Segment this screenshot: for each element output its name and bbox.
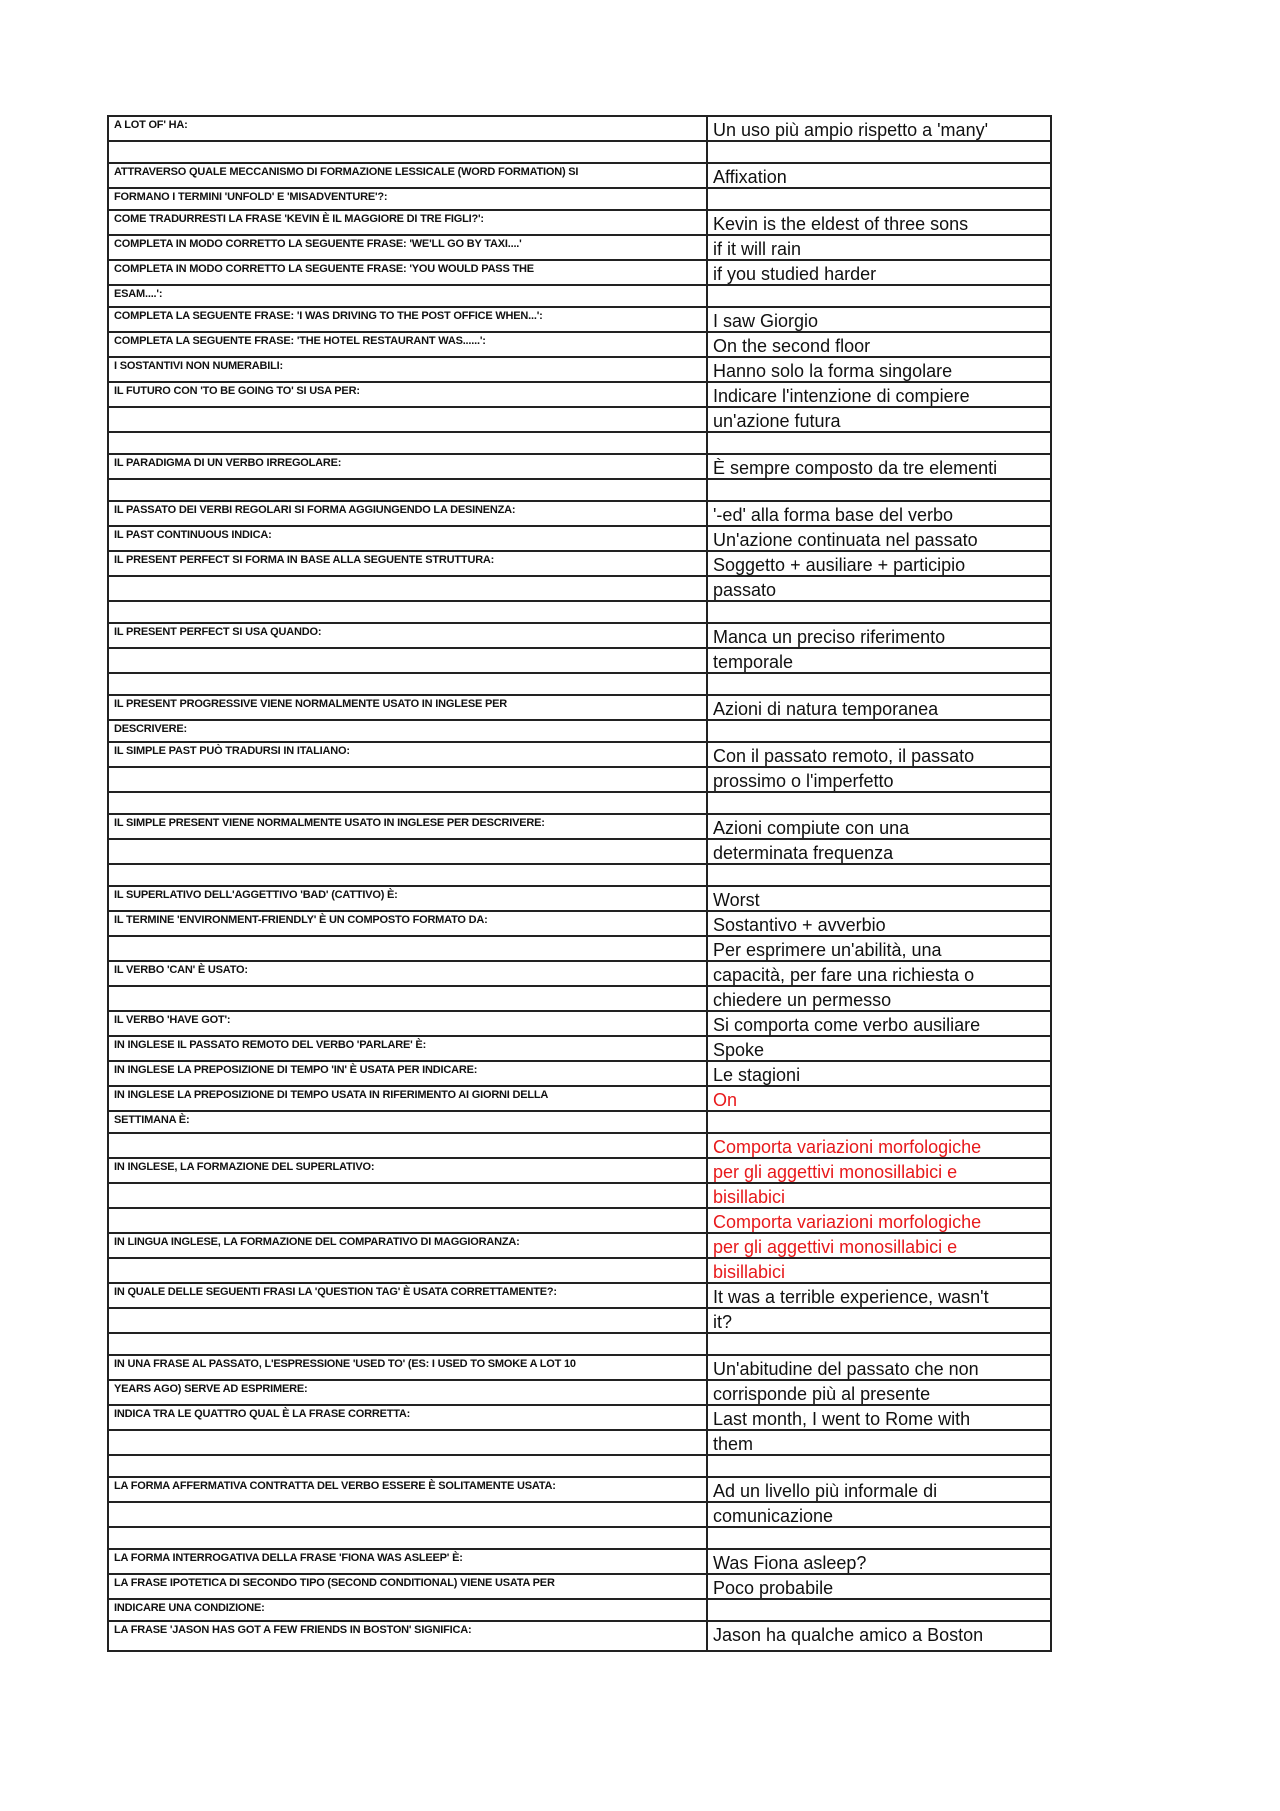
quiz-table-body xyxy=(108,116,1051,1651)
table-row xyxy=(108,911,1051,936)
question-cell: COMPLETA LA SEGUENTE FRASE: 'I WAS DRIVING TO THE POST OFFICE WHEN...': xyxy=(108,307,707,332)
answer-cell xyxy=(707,792,1051,814)
table-row xyxy=(108,886,1051,911)
answer-cell: passato xyxy=(707,576,1051,601)
question-cell: COME TRADURRESTI LA FRASE 'KEVIN È IL MAGGIORE DI TRE FIGLI?': xyxy=(108,210,707,235)
table-row xyxy=(108,576,1051,601)
answer-cell: determinata frequenza xyxy=(707,839,1051,864)
table-row xyxy=(108,454,1051,479)
table-row xyxy=(108,188,1051,210)
answer-cell: Jason ha qualche amico a Boston xyxy=(707,1621,1051,1651)
question-cell: LA FORMA AFFERMATIVA CONTRATTA DEL VERBO ESSERE È SOLITAMENTE USATA: xyxy=(108,1477,707,1502)
answer-cell: them xyxy=(707,1430,1051,1455)
question-cell: IN UNA FRASE AL PASSATO, L'ESPRESSIONE 'USED TO' (ES: I USED TO SMOKE A LOT 10 xyxy=(108,1355,707,1380)
question-cell: IL SUPERLATIVO DELL'AGGETTIVO 'BAD' (CATTIVO) È: xyxy=(108,886,707,911)
answer-cell: Manca un preciso riferimento xyxy=(707,623,1051,648)
table-row xyxy=(108,432,1051,454)
table-row xyxy=(108,1430,1051,1455)
question-cell: A LOT OF' HA: xyxy=(108,116,707,141)
question-cell xyxy=(108,1308,707,1333)
answer-cell: Was Fiona asleep? xyxy=(707,1549,1051,1574)
table-row xyxy=(108,1061,1051,1086)
answer-cell: Per esprimere un'abilità, una xyxy=(707,936,1051,961)
question-cell xyxy=(108,432,707,454)
table-row xyxy=(108,1111,1051,1133)
answer-cell xyxy=(707,141,1051,163)
answer-cell xyxy=(707,720,1051,742)
quiz-table xyxy=(107,115,1052,1652)
question-cell: YEARS AGO) SERVE AD ESPRIMERE: xyxy=(108,1380,707,1405)
answer-cell: capacità, per fare una richiesta o xyxy=(707,961,1051,986)
table-row xyxy=(108,1405,1051,1430)
answer-cell xyxy=(707,1455,1051,1477)
question-cell: IN LINGUA INGLESE, LA FORMAZIONE DEL COMPARATIVO DI MAGGIORANZA: xyxy=(108,1233,707,1258)
question-cell: IL PAST CONTINUOUS INDICA: xyxy=(108,526,707,551)
table-row xyxy=(108,1502,1051,1527)
question-cell xyxy=(108,986,707,1011)
table-row xyxy=(108,357,1051,382)
question-cell: IN INGLESE IL PASSATO REMOTO DEL VERBO 'PARLARE' È: xyxy=(108,1036,707,1061)
answer-cell xyxy=(707,601,1051,623)
question-cell: IL PRESENT PERFECT SI USA QUANDO: xyxy=(108,623,707,648)
table-row xyxy=(108,1011,1051,1036)
table-row xyxy=(108,936,1051,961)
table-row xyxy=(108,307,1051,332)
question-cell: IN INGLESE LA PREPOSIZIONE DI TEMPO USATA IN RIFERIMENTO AI GIORNI DELLA xyxy=(108,1086,707,1111)
question-cell: COMPLETA LA SEGUENTE FRASE: 'THE HOTEL RESTAURANT WAS......': xyxy=(108,332,707,357)
question-cell: ATTRAVERSO QUALE MECCANISMO DI FORMAZIONE LESSICALE (WORD FORMATION) SI xyxy=(108,163,707,188)
question-cell xyxy=(108,1455,707,1477)
answer-cell: On xyxy=(707,1086,1051,1111)
question-cell xyxy=(108,1502,707,1527)
answer-cell: Worst xyxy=(707,886,1051,911)
answer-cell: if you studied harder xyxy=(707,260,1051,285)
question-cell: COMPLETA IN MODO CORRETTO LA SEGUENTE FRASE: 'YOU WOULD PASS THE xyxy=(108,260,707,285)
question-cell xyxy=(108,1208,707,1233)
question-cell: IN INGLESE LA PREPOSIZIONE DI TEMPO 'IN' È USATA PER INDICARE: xyxy=(108,1061,707,1086)
table-row xyxy=(108,1158,1051,1183)
question-cell xyxy=(108,1183,707,1208)
answer-cell: '-ed' alla forma base del verbo xyxy=(707,501,1051,526)
table-row xyxy=(108,210,1051,235)
question-cell: IL PRESENT PROGRESSIVE VIENE NORMALMENTE USATO IN INGLESE PER xyxy=(108,695,707,720)
answer-cell: un'azione futura xyxy=(707,407,1051,432)
table-row xyxy=(108,1333,1051,1355)
table-row xyxy=(108,1208,1051,1233)
question-cell: LA FORMA INTERROGATIVA DELLA FRASE 'FIONA WAS ASLEEP' È: xyxy=(108,1549,707,1574)
answer-cell xyxy=(707,1111,1051,1133)
table-row xyxy=(108,1355,1051,1380)
answer-cell: Un'azione continuata nel passato xyxy=(707,526,1051,551)
answer-cell: bisillabici xyxy=(707,1183,1051,1208)
table-row xyxy=(108,814,1051,839)
table-row xyxy=(108,235,1051,260)
answer-cell: On the second floor xyxy=(707,332,1051,357)
answer-cell: comunicazione xyxy=(707,1502,1051,1527)
question-cell xyxy=(108,576,707,601)
answer-cell xyxy=(707,285,1051,307)
answer-cell: if it will rain xyxy=(707,235,1051,260)
question-cell xyxy=(108,1258,707,1283)
question-cell xyxy=(108,792,707,814)
table-row xyxy=(108,792,1051,814)
answer-cell: chiedere un permesso xyxy=(707,986,1051,1011)
table-row xyxy=(108,742,1051,767)
table-row xyxy=(108,1233,1051,1258)
question-cell xyxy=(108,767,707,792)
question-cell: FORMANO I TERMINI 'UNFOLD' E 'MISADVENTURE'?: xyxy=(108,188,707,210)
question-cell: I SOSTANTIVI NON NUMERABILI: xyxy=(108,357,707,382)
table-row xyxy=(108,623,1051,648)
answer-cell: Comporta variazioni morfologiche xyxy=(707,1133,1051,1158)
question-cell: INDICARE UNA CONDIZIONE: xyxy=(108,1599,707,1621)
table-row xyxy=(108,1036,1051,1061)
answer-cell: Azioni compiute con una xyxy=(707,814,1051,839)
table-row xyxy=(108,695,1051,720)
question-cell: IL VERBO 'CAN' È USATO: xyxy=(108,961,707,986)
question-cell xyxy=(108,1133,707,1158)
answer-cell: prossimo o l'imperfetto xyxy=(707,767,1051,792)
answer-cell: Ad un livello più informale di xyxy=(707,1477,1051,1502)
table-row xyxy=(108,526,1051,551)
question-cell: IL PRESENT PERFECT SI FORMA IN BASE ALLA SEGUENTE STRUTTURA: xyxy=(108,551,707,576)
table-row xyxy=(108,551,1051,576)
answer-cell: Azioni di natura temporanea xyxy=(707,695,1051,720)
table-row xyxy=(108,1527,1051,1549)
question-cell xyxy=(108,936,707,961)
question-cell: IN INGLESE, LA FORMAZIONE DEL SUPERLATIVO: xyxy=(108,1158,707,1183)
answer-cell xyxy=(707,432,1051,454)
table-row xyxy=(108,864,1051,886)
table-row xyxy=(108,116,1051,141)
answer-cell: Hanno solo la forma singolare xyxy=(707,357,1051,382)
question-cell: IL PASSATO DEI VERBI REGOLARI SI FORMA AGGIUNGENDO LA DESINENZA: xyxy=(108,501,707,526)
question-cell: IL FUTURO CON 'TO BE GOING TO' SI USA PER: xyxy=(108,382,707,407)
answer-cell xyxy=(707,1333,1051,1355)
table-row xyxy=(108,501,1051,526)
answer-cell xyxy=(707,188,1051,210)
question-cell xyxy=(108,601,707,623)
table-row xyxy=(108,1258,1051,1283)
question-cell xyxy=(108,479,707,501)
question-cell xyxy=(108,141,707,163)
table-row xyxy=(108,1477,1051,1502)
answer-cell: Con il passato remoto, il passato xyxy=(707,742,1051,767)
answer-cell: I saw Giorgio xyxy=(707,307,1051,332)
question-cell xyxy=(108,1333,707,1355)
answer-cell xyxy=(707,479,1051,501)
table-row xyxy=(108,163,1051,188)
question-cell: IL SIMPLE PAST PUÒ TRADURSI IN ITALIANO: xyxy=(108,742,707,767)
answer-cell: temporale xyxy=(707,648,1051,673)
table-row xyxy=(108,1308,1051,1333)
question-cell: IN QUALE DELLE SEGUENTI FRASI LA 'QUESTION TAG' È USATA CORRETTAMENTE?: xyxy=(108,1283,707,1308)
question-cell xyxy=(108,839,707,864)
answer-cell: È sempre composto da tre elementi xyxy=(707,454,1051,479)
table-row xyxy=(108,601,1051,623)
answer-cell: bisillabici xyxy=(707,1258,1051,1283)
answer-cell: Un'abitudine del passato che non xyxy=(707,1355,1051,1380)
table-row xyxy=(108,961,1051,986)
answer-cell xyxy=(707,864,1051,886)
answer-cell: Spoke xyxy=(707,1036,1051,1061)
answer-cell: it? xyxy=(707,1308,1051,1333)
answer-cell: Poco probabile xyxy=(707,1574,1051,1599)
question-cell xyxy=(108,407,707,432)
question-cell xyxy=(108,1430,707,1455)
answer-cell: per gli aggettivi monosillabici e xyxy=(707,1233,1051,1258)
question-cell: COMPLETA IN MODO CORRETTO LA SEGUENTE FRASE: 'WE'LL GO BY TAXI....' xyxy=(108,235,707,260)
table-row xyxy=(108,1086,1051,1111)
question-cell xyxy=(108,864,707,886)
answer-cell: Soggetto + ausiliare + participio xyxy=(707,551,1051,576)
table-row xyxy=(108,1455,1051,1477)
table-row xyxy=(108,479,1051,501)
answer-cell: Un uso più ampio rispetto a 'many' xyxy=(707,116,1051,141)
answer-cell xyxy=(707,1599,1051,1621)
question-cell: IL PARADIGMA DI UN VERBO IRREGOLARE: xyxy=(108,454,707,479)
table-row xyxy=(108,1621,1051,1651)
answer-cell xyxy=(707,673,1051,695)
table-row xyxy=(108,1183,1051,1208)
question-cell: DESCRIVERE: xyxy=(108,720,707,742)
answer-cell: Si comporta come verbo ausiliare xyxy=(707,1011,1051,1036)
table-row xyxy=(108,1574,1051,1599)
answer-cell: It was a terrible experience, wasn't xyxy=(707,1283,1051,1308)
question-cell xyxy=(108,648,707,673)
question-cell: SETTIMANA È: xyxy=(108,1111,707,1133)
table-row xyxy=(108,673,1051,695)
table-row xyxy=(108,767,1051,792)
answer-cell: Affixation xyxy=(707,163,1051,188)
table-row xyxy=(108,986,1051,1011)
answer-cell: Kevin is the eldest of three sons xyxy=(707,210,1051,235)
table-row xyxy=(108,332,1051,357)
table-row xyxy=(108,382,1051,407)
question-cell: INDICA TRA LE QUATTRO QUAL È LA FRASE CORRETTA: xyxy=(108,1405,707,1430)
table-row xyxy=(108,141,1051,163)
table-row xyxy=(108,1380,1051,1405)
question-cell xyxy=(108,673,707,695)
table-row xyxy=(108,648,1051,673)
question-cell: IL TERMINE 'ENVIRONMENT-FRIENDLY' È UN COMPOSTO FORMATO DA: xyxy=(108,911,707,936)
table-row xyxy=(108,407,1051,432)
question-cell: LA FRASE IPOTETICA DI SECONDO TIPO (SECOND CONDITIONAL) VIENE USATA PER xyxy=(108,1574,707,1599)
answer-cell: corrisponde più al presente xyxy=(707,1380,1051,1405)
answer-cell: Last month, I went to Rome with xyxy=(707,1405,1051,1430)
answer-cell: per gli aggettivi monosillabici e xyxy=(707,1158,1051,1183)
table-row xyxy=(108,1549,1051,1574)
question-cell xyxy=(108,1527,707,1549)
answer-cell: Comporta variazioni morfologiche xyxy=(707,1208,1051,1233)
answer-cell xyxy=(707,1527,1051,1549)
answer-cell: Sostantivo + avverbio xyxy=(707,911,1051,936)
question-cell: LA FRASE 'JASON HAS GOT A FEW FRIENDS IN BOSTON' SIGNIFICA: xyxy=(108,1621,707,1651)
question-cell: ESAM....': xyxy=(108,285,707,307)
table-row xyxy=(108,1599,1051,1621)
table-row xyxy=(108,285,1051,307)
table-row xyxy=(108,1283,1051,1308)
table-row xyxy=(108,720,1051,742)
question-cell: IL SIMPLE PRESENT VIENE NORMALMENTE USATO IN INGLESE PER DESCRIVERE: xyxy=(108,814,707,839)
answer-cell: Indicare l'intenzione di compiere xyxy=(707,382,1051,407)
question-cell: IL VERBO 'HAVE GOT': xyxy=(108,1011,707,1036)
answer-cell: Le stagioni xyxy=(707,1061,1051,1086)
table-row xyxy=(108,260,1051,285)
table-row xyxy=(108,1133,1051,1158)
table-row xyxy=(108,839,1051,864)
